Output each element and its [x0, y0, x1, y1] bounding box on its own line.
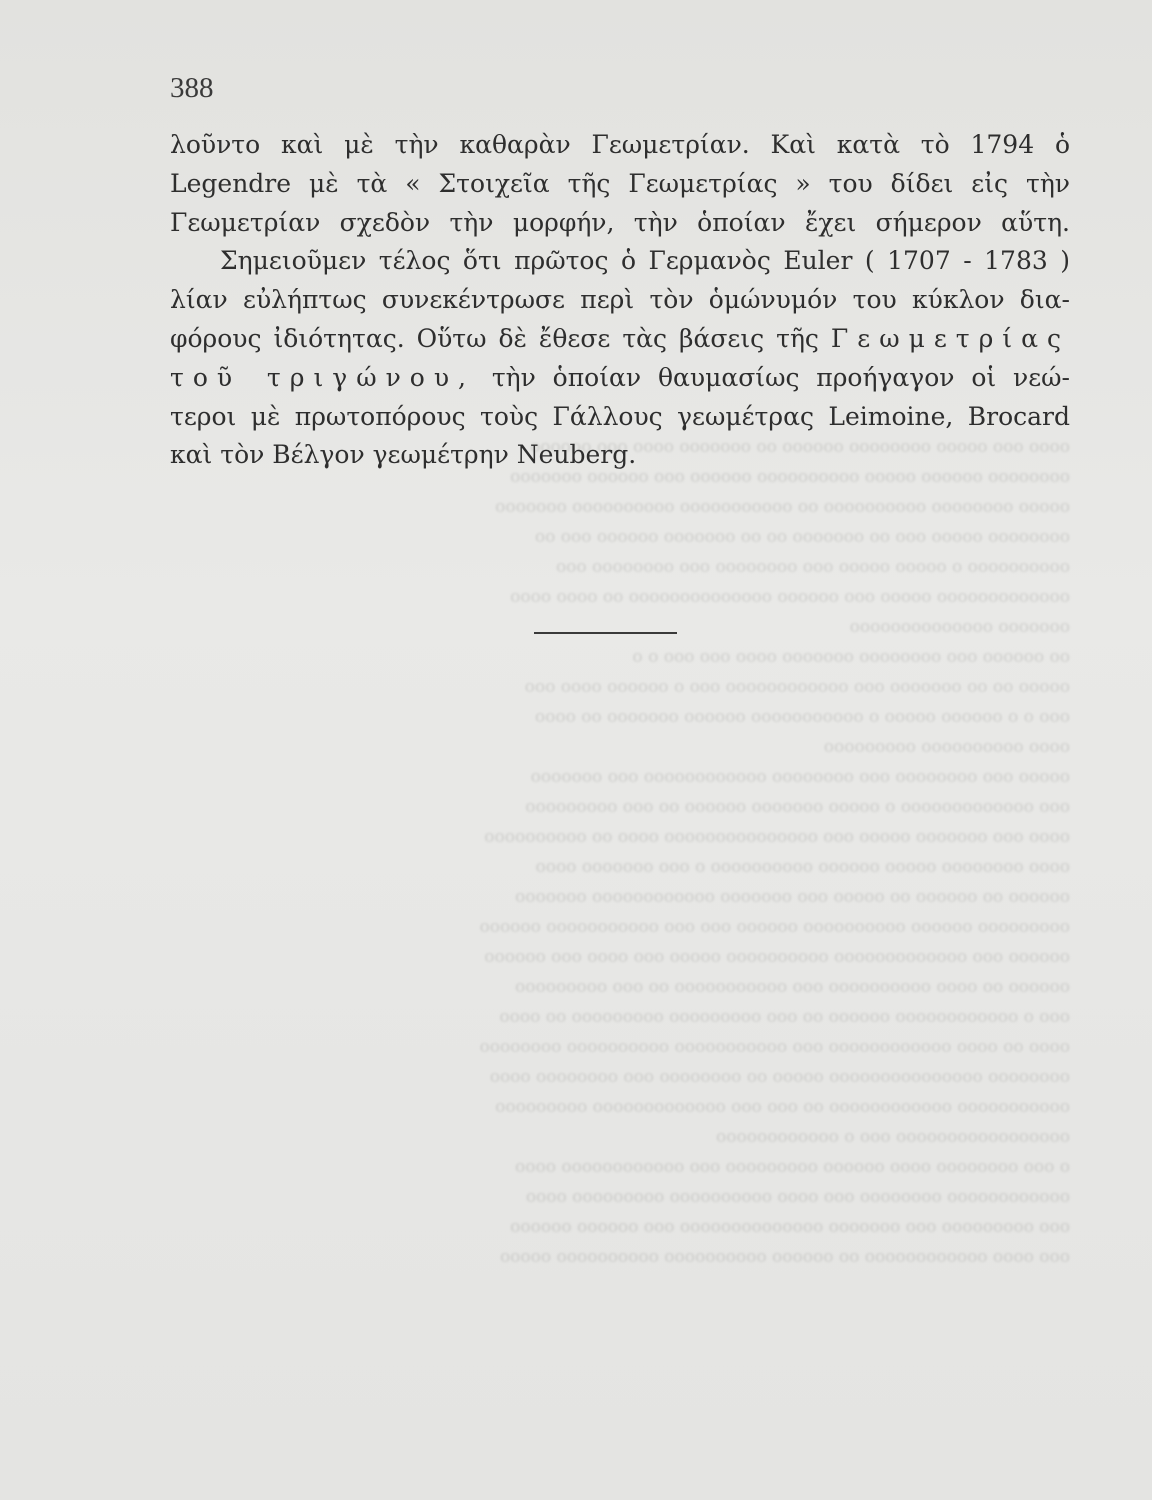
text-line: Γεωμετρίαν σχεδὸν τὴν μορφήν, τὴν ὁποίαν ἔχει σήμερον αὕτη.	[170, 207, 1070, 237]
text-line: τεροι μὲ πρωτοπόρους τοὺς Γάλλους γεωμέτρας Leimoine, Brocard	[170, 401, 1070, 431]
spaced-term: Γεωμετρίας	[830, 323, 1070, 353]
spaced-term: τοῦ τριγώνου,	[170, 362, 475, 392]
text-line: καὶ τὸν Βέλγον γεωμέτρην Neuberg.	[170, 440, 637, 470]
text-run: τὴν ὁποίαν θαυμασίως προήγαγον οἱ νεώ-	[474, 362, 1070, 392]
text-line	[170, 359, 1070, 398]
show-through-texture: οοοο οοο οοοοο οοοοοοοο οοοοοο οο οοοοοοο οοοο οοο οοοοοο οοοοοοοο οοοοοο οοοοο οοοοοοοοοο οοοοοο οοο οοοοοο οοοοοοο οοοοο οοοοοοοο οοοοοοοοοο οο οοοοοοοοοοο οοοοοοοοοο οοοοοοο οοοοοοοο οοοοο οοο οο οοοοοοο οο οο οοοοοοο οοοοοο οοο οο οοοοοοοοοο ο οοοοο οοοοο οοο οοοοοοοο οοο οοοοοοοο οοο οοοοοοοοοοοοο οοοοο οοο οοοοοο οοοοοοοοοοοοοο οο οοοο οοοο οοοοοοο οοοοοοοοοοοοοο οο οοοοοο οοο οοοοοοοο οοοοοοο οοοο οοο οοο ο ο οοοοο οο οο οοοοοοο οοο οοοοοοοοοοοο οοο ο οοοοοο οοοο οοο οοο ο ο οοοοοο οοοοο ο οοοοοοοοοοο οοοοοο οοοοοοο οο οοοο οοοο οοοοοοοοοο οοοοοοοοο οοοοο οοο οοοοοοοο οοο οοοοοοοο οοοοοοοοοοοο οοο οοοοοοο οοο οοοοοοοοοοοοο ο οοοοο οοοοοοο οοοοοο οο οοο οοοοοοοοο οοοο οοο οοοοοοο οοοοο οοο οοοοοοοοοοοοοοο οοοο οο οοοοοοοοοο οοοο οοοοοοοο οοοοο οοοοοο οοοοοοοοοο ο οοο οοοοοοο οοοο οοοοοο οο οοοοοο οο οοοοο οοο οοοοοοο οοοοοοοοοοοο οοοοοοο οοοοοοοοο οοοοοο οοοοοοοοοο οοοοοο οοο οοο οοοοοοοοοοο οοοοοο οοοοοο οοο οοοοοοοοοοοοο οοοοοοοοοο οοοοο οοο οοοο οοο οοοοοο οοοοοο οο οοοο οοοοοοοοοο οοο οοοοοοοοοοο οο οοο οοοοοοοοο οοο ο οοοοοοοοοοοο οοοοοο οο οοο οοοοοοοοο οοοοοοοοο οο οοοο οοοο οο οοοο οοοοοοοοοοοο οοο οοοοοοοοοοο οοοοοοοοοο οοοοοοοο οοοοοοοο οοοοοοοοοοοοοοο οοοοο οο οοοοοοοο οοο οοοοοοοο οοοο οοοοοοοοοοο οοοοοοοοοοοο οο οοο οοο οοοοοοοοοοοοο οοοοοοοοο οοοοοοοοοοοοοοοοο οοο ο οοοοοοοοοοοο ο οοο οοοοοοοο οοοο οοοοοο οοοοοοοοο οοο οοοοοοοοοοοο οοοο οοοοοοοοοοοο οοοοοοοο οοο οοοο οοοοοοοοοο οοοοοοοοο οοοο οοο οοοοοοοοο οοο οοοοοοο οοοοοοοοοοοοοο οοο οοοοοο οοοοοο οοο οοοο οοοοοοοοοοοο οο οοοοοο οοοοοοοοοο οοοοοοοοοο οοοοο	[479, 437, 1070, 1267]
section-divider	[534, 632, 677, 634]
text-line: Legendre μὲ τὰ « Στοιχεῖα τῆς Γεωμετρίας » του δίδει εἰς τὴν	[170, 168, 1070, 198]
text-run: φόρους ἰδιότητας. Οὕτω δὲ ἔθεσε τὰς βάσεις τῆς	[170, 323, 831, 353]
text-line: Σημειοῦμεν τέλος ὅτι πρῶτος ὁ Γερμανὸς Euler ( 1707 - 1783 )	[220, 246, 1070, 276]
text-line	[170, 320, 1070, 359]
page-number: 388	[170, 72, 214, 104]
body-text	[170, 126, 1070, 475]
text-line: λοῦντο καὶ μὲ τὴν καθαρὰν Γεωμετρίαν. Καὶ κατὰ τὸ 1794 ὁ	[170, 130, 1070, 159]
text-line: λίαν εὐλήπτως συνεκέντρωσε περὶ τὸν ὁμώνυμόν του κύκλον δια-	[170, 285, 1070, 315]
